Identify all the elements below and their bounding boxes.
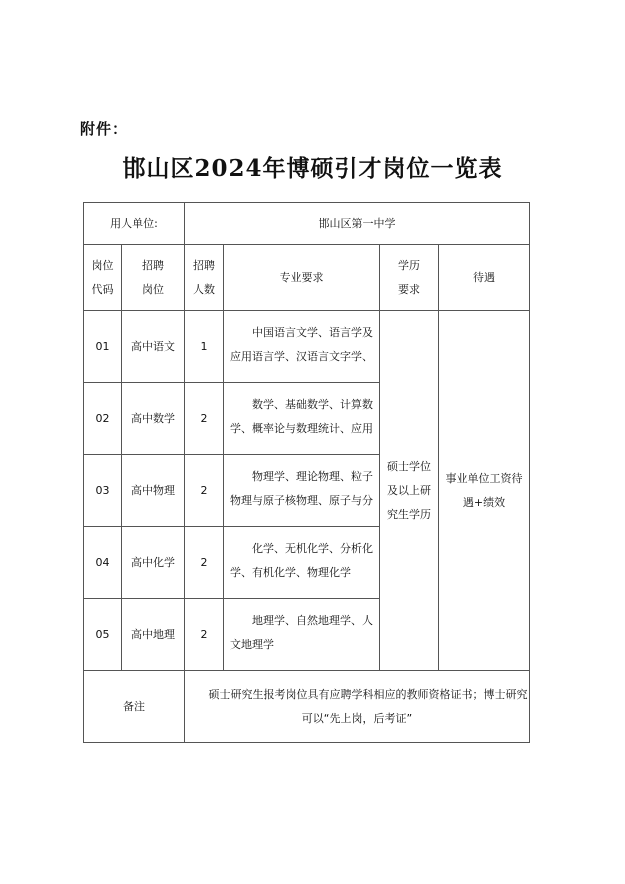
education-line2: 及以上研 <box>387 483 431 497</box>
table-row <box>84 311 530 383</box>
header-count-line1: 招聘 <box>193 258 215 272</box>
note-row <box>84 671 530 743</box>
row-major-text: 地理学、自然地理学、人文地理学 <box>230 613 373 651</box>
row-count: 2 <box>185 599 224 671</box>
header-position-line2: 岗位 <box>142 282 164 296</box>
row-major <box>224 383 380 455</box>
education-line3: 究生学历 <box>387 507 431 521</box>
row-position: 高中化学 <box>122 527 185 599</box>
header-major: 专业要求 <box>224 245 380 311</box>
row-position: 高中物理 <box>122 455 185 527</box>
row-position: 高中地理 <box>122 599 185 671</box>
header-position <box>122 245 185 311</box>
row-major-text: 中国语言文学、语言学及应用语言学、汉语言文字学、 <box>230 325 373 363</box>
row-major <box>224 455 380 527</box>
header-education <box>380 245 439 311</box>
treatment-line2: 遇+绩效 <box>462 495 506 509</box>
note-label: 备注 <box>84 671 185 743</box>
row-major-text: 物理学、理论物理、粒子物理与原子核物理、原子与分 <box>230 469 373 507</box>
header-code-line2: 代码 <box>91 282 114 296</box>
row-code: 03 <box>84 455 122 527</box>
header-row <box>84 245 530 311</box>
row-count: 2 <box>185 527 224 599</box>
page-title: 邯山区2024年博硕引才岗位一览表 <box>122 155 503 182</box>
row-code: 05 <box>84 599 122 671</box>
row-code: 02 <box>84 383 122 455</box>
employer-value: 邯山区第一中学 <box>185 203 530 245</box>
header-count-line2: 人数 <box>193 282 215 296</box>
header-education-line1: 学历 <box>398 258 420 272</box>
row-count: 2 <box>185 383 224 455</box>
employer-label: 用人单位: <box>84 203 185 245</box>
header-treatment: 待遇 <box>439 245 530 311</box>
row-major <box>224 599 380 671</box>
note-value: 硕士研究生报考岗位具有应聘学科相应的教师资格证书；博士研究可以“先上岗，后考证” <box>185 671 530 743</box>
row-code: 01 <box>84 311 122 383</box>
header-code-line1: 岗位 <box>91 258 114 272</box>
row-major-text: 数学、基础数学、计算数学、概率论与数理统计、应用 <box>230 397 373 435</box>
attachment-label: 附件： <box>80 120 129 138</box>
row-major <box>224 311 380 383</box>
education-requirement <box>380 311 439 671</box>
employer-row <box>84 203 530 245</box>
education-line1: 硕士学位 <box>387 459 431 473</box>
row-code: 04 <box>84 527 122 599</box>
header-education-line2: 要求 <box>398 282 420 296</box>
positions-table <box>83 202 530 743</box>
row-count: 1 <box>185 311 224 383</box>
row-position: 高中语文 <box>122 311 185 383</box>
row-major <box>224 527 380 599</box>
header-position-line1: 招聘 <box>142 258 164 272</box>
row-position: 高中数学 <box>122 383 185 455</box>
treatment-value <box>439 311 530 671</box>
row-major-text: 化学、无机化学、分析化学、有机化学、物理化学 <box>230 541 373 579</box>
header-count <box>185 245 224 311</box>
header-code <box>84 245 122 311</box>
row-count: 2 <box>185 455 224 527</box>
treatment-line1: 事业单位工资待 <box>445 471 523 485</box>
